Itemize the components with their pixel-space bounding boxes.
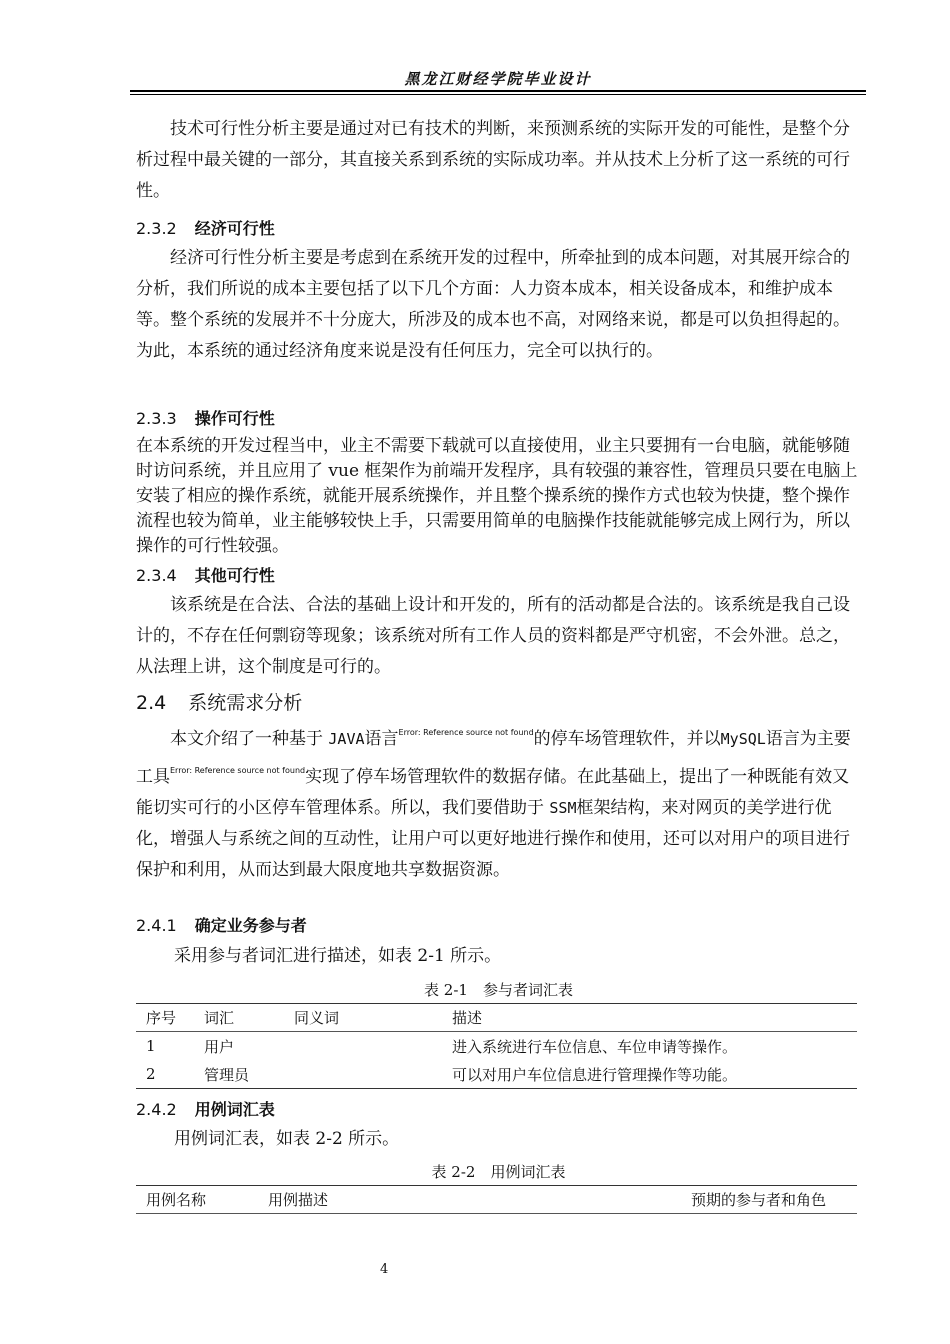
section-other-feasibility <box>136 590 861 683</box>
table-header-cell: 序号 <box>136 1004 194 1032</box>
table-2-caption: 表 2-2 用例词汇表 <box>431 1163 566 1181</box>
paragraph-oper: 在本系统的开发过程当中，业主不需要下载就可以直接使用，业主只要拥有一台电脑，就能够随时访问系统，并且应用了 vue 框架作为前端开发程序，具有较强的兼容性，管理员只要在电脑上安装了相应的操作系统，就能开展系统操作，并且整个操系统的操作方式也较为快捷，整个操作流程也较为简单，业主能够较快上手，只需要用简单的电脑操作技能就能够完成上网行为，所以操作的可行性较强。 <box>136 436 858 556</box>
heading-2-4 <box>136 688 861 715</box>
paragraph-usecases: 用例词汇表，如表 2-2 所示。 <box>174 1129 400 1149</box>
page-header-title: 黑龙江财经学院毕业设计 <box>404 70 592 88</box>
section-actors <box>136 941 861 972</box>
term-mysql: MySQL <box>720 730 766 748</box>
table-header-cell: 预期的参与者和角色 <box>681 1186 857 1214</box>
heading-number: 2.4 <box>136 692 167 714</box>
table-cell <box>284 1032 442 1061</box>
term-ssm: SSM <box>549 799 577 817</box>
heading-number: 2.3.4 <box>136 566 177 585</box>
reference-error: Error: Reference source not found <box>398 728 534 737</box>
section-oper-feasibility <box>136 434 861 559</box>
text-run: 框架结构，来对网页的美学进行优化，增强人与系统之间的互动性，让用户可以更好地进行操作和使用，还可以对用户的项目进行保护和利用，从而达到最大限度地共享数据资源。 <box>136 798 850 880</box>
table-cell: 用户 <box>204 1037 235 1056</box>
text-run: 语言 <box>364 729 399 749</box>
table-cell: 进入系统进行车位信息、车位申请等操作。 <box>452 1037 738 1056</box>
section-requirements <box>136 717 861 886</box>
heading-number: 2.4.2 <box>136 1100 177 1119</box>
table-header-cell: 用例描述 <box>258 1186 681 1214</box>
paragraph-tech: 技术可行性分析主要是通过对已有技术的判断，来预测系统的实际开发的可能性，是整个分析过程中最关键的一部分，其直接关系到系统的实际成功率。并从技术上分析了这一系统的可行性。 <box>136 119 850 201</box>
heading-2-3-2 <box>136 216 861 239</box>
heading-text: 确定业务参与者 <box>194 916 307 935</box>
header-rule <box>130 90 866 95</box>
table-1-caption: 表 2-1 参与者词汇表 <box>424 981 573 999</box>
table-cell: 管理员 <box>194 1060 284 1089</box>
heading-text: 用例词汇表 <box>194 1100 275 1119</box>
section-usecases <box>136 1124 861 1155</box>
table-header-cell: 描述 <box>442 1004 857 1032</box>
table-row <box>136 1060 857 1089</box>
reference-error: Error: Reference source not found <box>170 766 306 775</box>
text-run: 实现了停车场管理软件的数据存储。在此基础上，提出了一种既能有效又能切实可行的小区停车管理体系。所以，我们要借助于 <box>136 767 850 818</box>
text-run: 本文介绍了一种基于 <box>170 729 329 749</box>
heading-2-3-4 <box>136 563 861 586</box>
paragraph-other: 该系统是在合法、合法的基础上设计和开发的，所有的活动都是合法的。该系统是我自己设计的，不存在任何剽窃等现象；该系统对所有工作人员的资料都是严守机密，不会外泄。总之，从法理上讲，这个制度是可行的。 <box>136 595 850 677</box>
heading-text: 其他可行性 <box>194 566 275 585</box>
term-java: JAVA <box>328 730 365 748</box>
table-cell: 可以对用户车位信息进行管理操作等功能。 <box>442 1060 857 1089</box>
text-run: 语言为主要工具 <box>136 729 851 787</box>
table-row <box>136 1032 857 1061</box>
text-run: 的停车场管理软件，并以 <box>533 729 721 749</box>
section-tech-feasibility <box>136 114 861 207</box>
heading-text: 操作可行性 <box>194 409 275 428</box>
heading-2-3-3 <box>136 406 861 429</box>
table-cell: 1 <box>146 1037 156 1055</box>
page-number: 4 <box>380 1262 389 1277</box>
heading-text: 系统需求分析 <box>188 692 303 714</box>
usecase-vocabulary-table <box>136 1185 857 1214</box>
actor-vocabulary-table <box>136 1003 857 1089</box>
paragraph-actors: 采用参与者词汇进行描述，如表 2-1 所示。 <box>174 946 502 966</box>
heading-2-4-2 <box>136 1097 861 1120</box>
paragraph-requirements <box>136 717 861 886</box>
paragraph-econ: 经济可行性分析主要是考虑到在系统开发的过程中，所牵扯到的成本问题，对其展开综合的分析，我们所说的成本主要包括了以下几个方面：人力资本成本，相关设备成本，和维护成本等。整个系统的发展并不十分庞大，所涉及的成本也不高，对网络来说，都是可以负担得起的。为此，本系统的通过经济角度来说是没有任何压力，完全可以执行的。 <box>136 248 850 361</box>
heading-2-4-1 <box>136 913 861 936</box>
heading-text: 经济可行性 <box>194 219 275 238</box>
table-header-cell: 用例名称 <box>136 1186 258 1214</box>
table-cell <box>284 1060 442 1089</box>
heading-number: 2.3.3 <box>136 409 177 428</box>
table-header-row <box>136 1186 857 1214</box>
table-header-cell: 同义词 <box>284 1004 442 1032</box>
section-econ-feasibility <box>136 243 861 367</box>
table-header-row <box>136 1004 857 1032</box>
heading-number: 2.4.1 <box>136 916 177 935</box>
heading-number: 2.3.2 <box>136 219 177 238</box>
table-cell: 2 <box>136 1060 194 1089</box>
table-header-cell: 词汇 <box>194 1004 284 1032</box>
